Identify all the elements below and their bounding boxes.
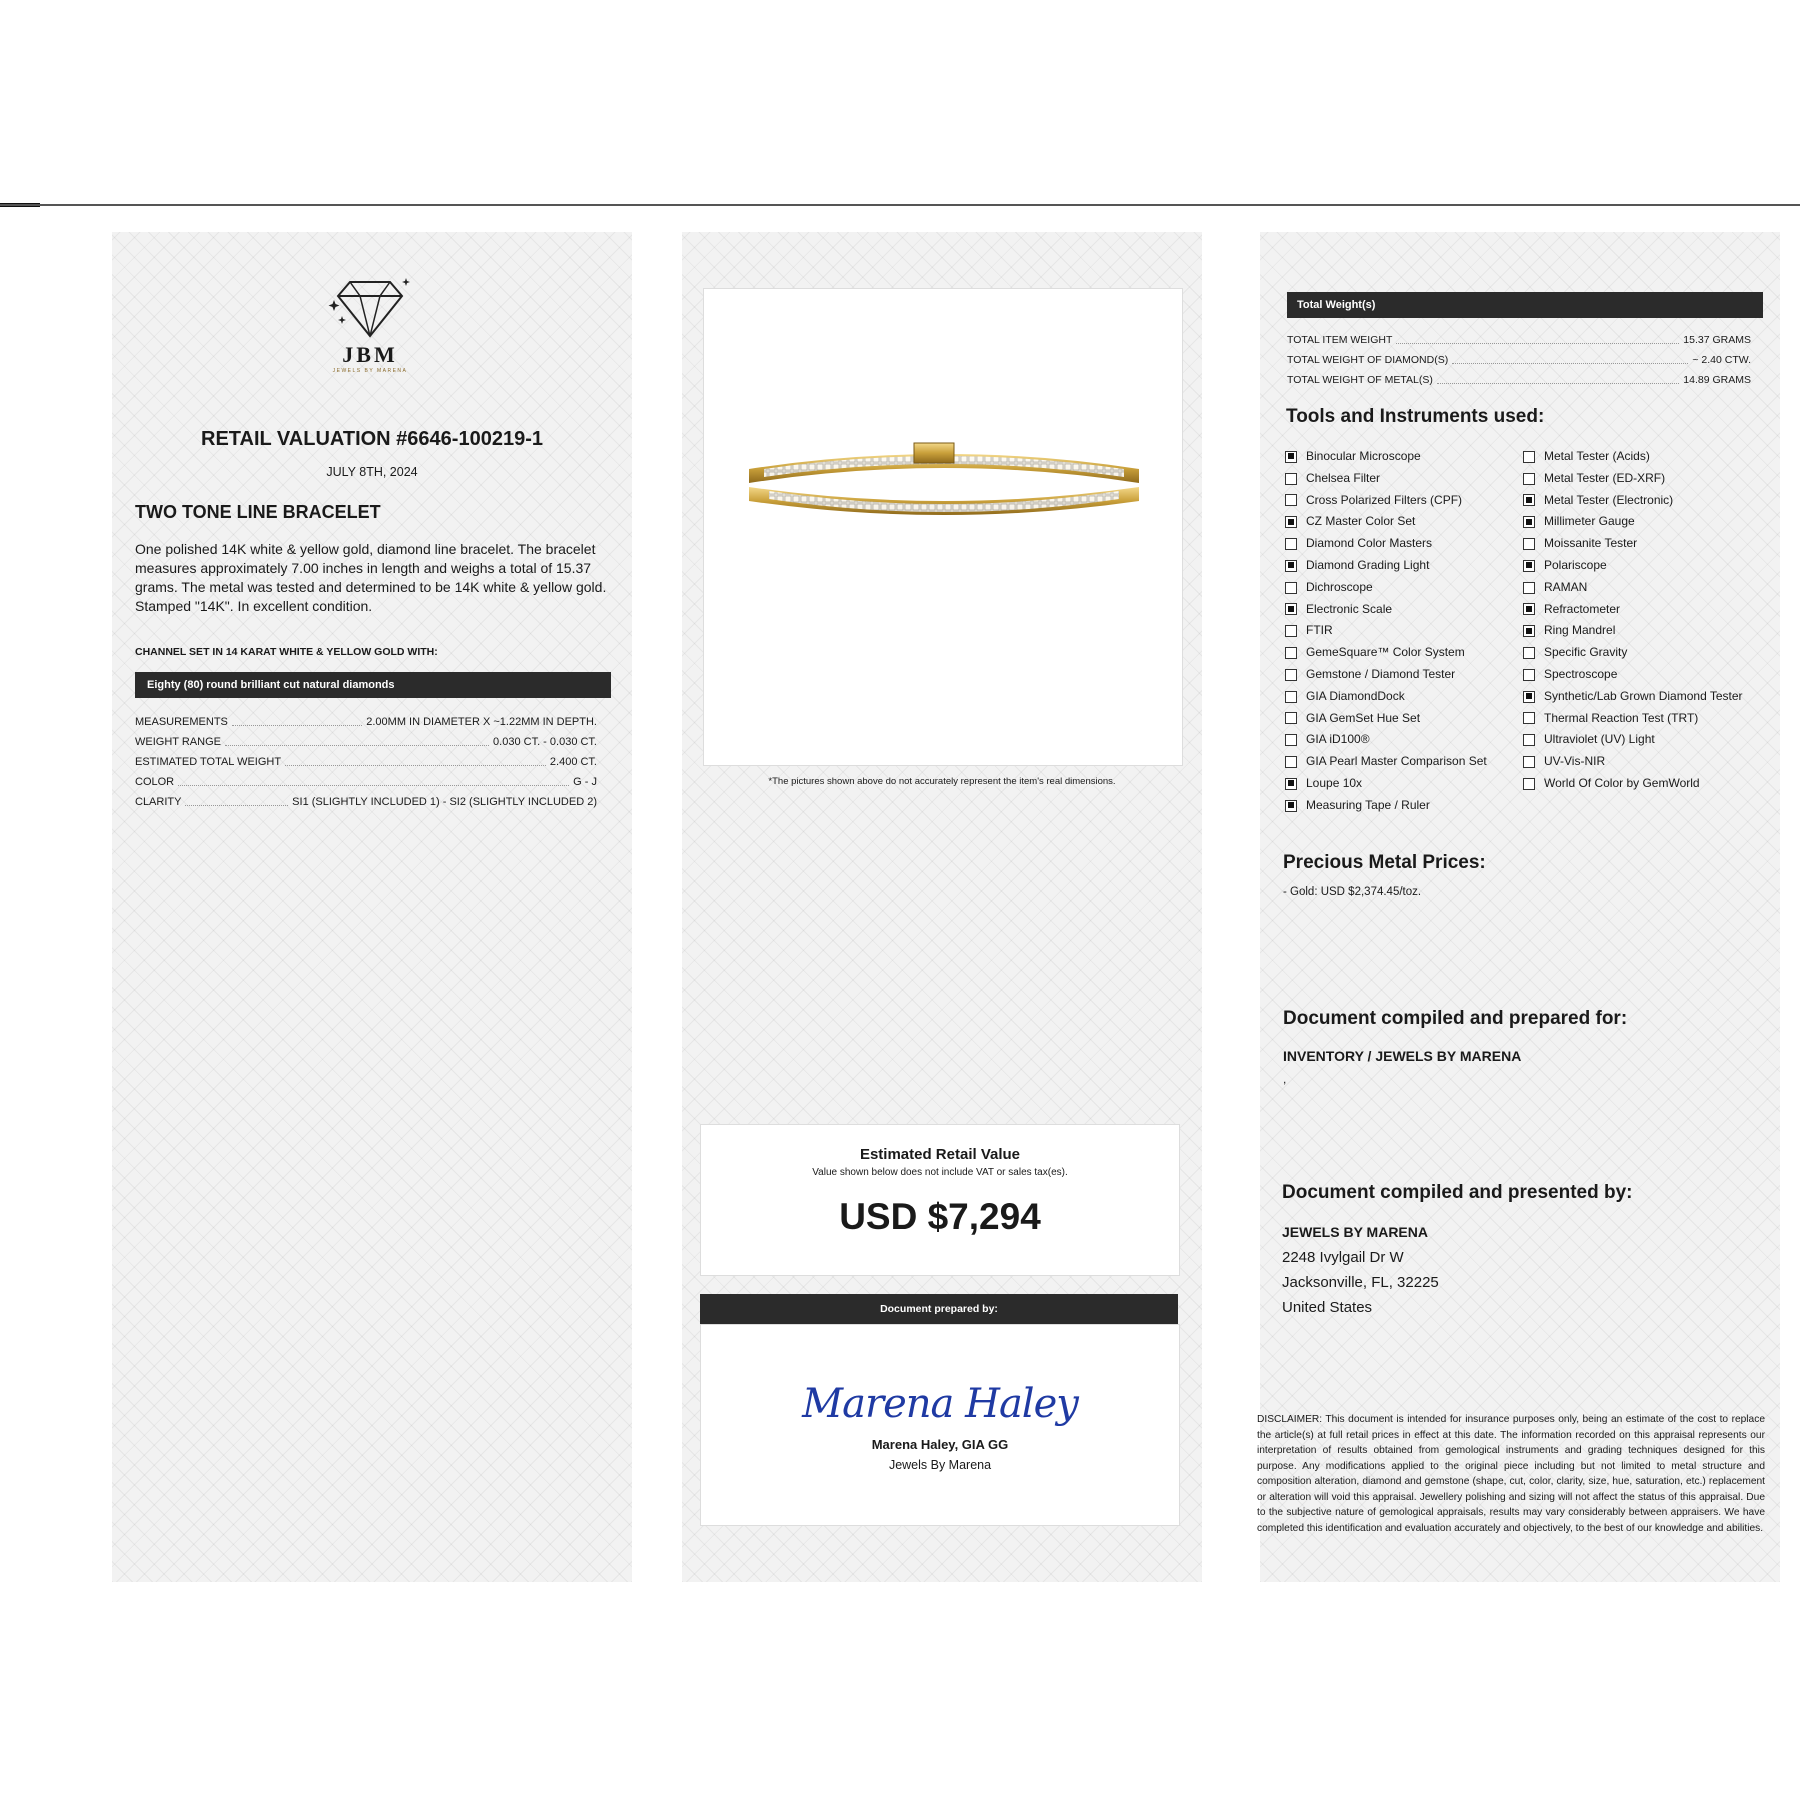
tool-label: Metal Tester (ED-XRF)	[1544, 470, 1666, 485]
tool-item	[1523, 773, 1743, 795]
tool-label: Moissanite Tester	[1544, 536, 1638, 551]
unchecked-checkbox[interactable]	[1285, 691, 1297, 703]
unchecked-checkbox[interactable]	[1523, 451, 1535, 463]
tool-label: Binocular Microscope	[1306, 449, 1421, 463]
tool-item	[1285, 795, 1487, 817]
tool-item	[1523, 468, 1743, 490]
unchecked-checkbox[interactable]	[1523, 538, 1535, 550]
gold-price: - Gold: USD $2,374.45/toz.	[1283, 886, 1422, 898]
spec-row	[135, 712, 597, 732]
tool-item	[1523, 511, 1743, 533]
tool-label: Metal Tester (Electronic)	[1544, 492, 1674, 507]
checked-checkbox[interactable]	[1523, 691, 1535, 703]
weight-label: TOTAL ITEM WEIGHT	[1287, 334, 1393, 346]
disclaimer-text: DISCLAIMER: This document is intended for insurance purposes only, being an estimate of the cost to replace the article(s) at full retail prices in effect at this date. The information recorded on this appraisal represents our interpretation of results obtained from gemological instruments and grading techniques designed for this purpose. Any modifications applied to the original piece including but not limited to metal structure and composition alteration, diamond and gemstone (shape, cut, color, clarity, size, hue, saturation, etc.) replacement or alteration will void this appraisal. Jewellery polishing and sizing will not affect the status of this appraisal. Due to the subjective nature of gemological appraisals, results may vary considerably between appraisers. We have completed this identification and evaluation accurately and objectively, to the best of our knowledge and abilities.	[1257, 1414, 1765, 1534]
spec-value: 2.00MM IN DIAMETER X ~1.22MM IN DEPTH.	[366, 716, 597, 728]
weight-label: TOTAL WEIGHT OF METAL(S)	[1287, 374, 1433, 386]
tool-item	[1523, 555, 1743, 577]
weight-label: TOTAL WEIGHT OF DIAMOND(S)	[1287, 354, 1449, 366]
tool-label: World Of Color by GemWorld	[1544, 775, 1700, 790]
tool-item	[1523, 686, 1743, 708]
tool-item	[1285, 686, 1487, 708]
unchecked-checkbox[interactable]	[1285, 712, 1297, 724]
spec-row	[135, 792, 597, 812]
tool-label: Chelsea Filter	[1306, 470, 1381, 485]
spec-label: COLOR	[135, 776, 175, 788]
tools-title: Tools and Instruments used:	[1286, 406, 1545, 427]
prepared-for-name: INVENTORY / JEWELS BY MARENA	[1283, 1048, 1522, 1064]
tool-label: GIA iD100®	[1306, 732, 1370, 747]
unchecked-checkbox[interactable]	[1285, 473, 1297, 485]
unchecked-checkbox[interactable]	[1285, 582, 1297, 594]
prepared-for-extra: ,	[1283, 1072, 1287, 1086]
unchecked-checkbox[interactable]	[1523, 647, 1535, 659]
unchecked-checkbox[interactable]	[1285, 494, 1297, 506]
tool-label: Specific Gravity	[1544, 645, 1628, 660]
tool-label: Ring Mandrel	[1544, 623, 1616, 638]
tool-label: Measuring Tape / Ruler	[1306, 797, 1430, 812]
stone-specs-table	[135, 712, 597, 812]
spec-row	[135, 752, 597, 772]
signature: Marena Haley	[802, 1381, 1078, 1427]
spec-label: CLARITY	[135, 796, 182, 808]
unchecked-checkbox[interactable]	[1523, 582, 1535, 594]
tool-item	[1523, 599, 1743, 621]
tool-item	[1523, 751, 1743, 773]
tools-column-1	[1285, 446, 1487, 817]
tool-item	[1523, 533, 1743, 555]
tool-item	[1523, 642, 1743, 664]
unchecked-checkbox[interactable]	[1523, 669, 1535, 681]
weight-row	[1287, 370, 1751, 390]
tool-item	[1285, 533, 1487, 555]
unchecked-checkbox[interactable]	[1523, 778, 1535, 790]
tool-item	[1285, 773, 1487, 795]
unchecked-checkbox[interactable]	[1285, 669, 1297, 681]
spec-label: MEASUREMENTS	[135, 716, 228, 728]
item-title: TWO TONE LINE BRACELET	[135, 502, 381, 522]
tool-item	[1285, 642, 1487, 664]
appraiser-org: Jewels By Marena	[888, 1458, 992, 1472]
weight-value: 14.89 GRAMS	[1683, 374, 1751, 386]
tool-label: RAMAN	[1544, 579, 1588, 594]
tool-label: Cross Polarized Filters (CPF)	[1306, 492, 1463, 507]
total-weights-table	[1287, 330, 1751, 390]
unchecked-checkbox[interactable]	[1285, 538, 1297, 550]
checked-checkbox[interactable]	[1285, 778, 1297, 790]
tool-item	[1285, 490, 1487, 512]
spec-row	[135, 772, 597, 792]
checked-checkbox[interactable]	[1523, 494, 1535, 506]
spec-value: G - J	[573, 776, 597, 788]
tools-column-2	[1523, 446, 1743, 795]
weight-row	[1287, 330, 1751, 350]
photo-disclaimer: *The pictures shown above do not accurately represent the item's real dimensions.	[768, 776, 1116, 787]
tool-item	[1285, 599, 1487, 621]
prepared-by-bar: Document prepared by:	[700, 1294, 1178, 1324]
tool-label: GemeSquare™ Color System	[1306, 645, 1465, 660]
metal-prices-title: Precious Metal Prices:	[1283, 852, 1486, 873]
company-logo	[320, 276, 420, 374]
logo-subtext: JEWELS BY MARENA	[332, 368, 408, 374]
valuation-date: JULY 8TH, 2024	[326, 465, 418, 479]
total-weights-bar: Total Weight(s)	[1287, 292, 1763, 318]
tool-item	[1523, 729, 1743, 751]
tool-item	[1523, 664, 1743, 686]
valuation-title: RETAIL VALUATION #6646-100219-1	[201, 428, 543, 450]
checked-checkbox[interactable]	[1523, 625, 1535, 637]
checked-checkbox[interactable]	[1285, 451, 1297, 463]
unchecked-checkbox[interactable]	[1285, 625, 1297, 637]
tool-label: GIA Pearl Master Comparison Set	[1306, 754, 1487, 769]
tool-label: Diamond Grading Light	[1306, 557, 1430, 572]
prepared-by-box	[700, 1324, 1180, 1526]
checked-checkbox[interactable]	[1285, 800, 1297, 812]
tool-label: GIA GemSet Hue Set	[1306, 710, 1421, 725]
tool-label: Spectroscope	[1544, 666, 1618, 681]
unchecked-checkbox[interactable]	[1285, 647, 1297, 659]
unchecked-checkbox[interactable]	[1523, 734, 1535, 746]
right-panel	[1260, 232, 1780, 1582]
tool-item	[1285, 620, 1487, 642]
unchecked-checkbox[interactable]	[1523, 712, 1535, 724]
value-amount: USD $7,294	[839, 1196, 1041, 1237]
tool-item	[1285, 511, 1487, 533]
unchecked-checkbox[interactable]	[1523, 756, 1535, 768]
tool-label: Gemstone / Diamond Tester	[1306, 666, 1456, 681]
presented-by-title: Document compiled and presented by:	[1282, 1182, 1633, 1203]
tool-label: Thermal Reaction Test (TRT)	[1544, 710, 1699, 725]
item-description: One polished 14K white & yellow gold, diamond line bracelet. The bracelet measures approximately 7.00 inches in length and weighs a total of 15.37 grams. The metal was tested and determined to be 14K white & yellow gold. Stamped "14K". In excellent condition.	[135, 541, 607, 614]
checked-checkbox[interactable]	[1523, 560, 1535, 572]
unchecked-checkbox[interactable]	[1285, 734, 1297, 746]
tool-label: UV-Vis-NIR	[1544, 754, 1606, 769]
presenter-name: JEWELS BY MARENA	[1282, 1224, 1428, 1240]
tool-label: Dichroscope	[1306, 579, 1373, 594]
weight-row	[1287, 350, 1751, 370]
logo-text: JBM	[342, 342, 398, 367]
tool-label: FTIR	[1306, 623, 1333, 638]
presented-by-address	[1282, 1220, 1439, 1320]
tool-item	[1285, 446, 1487, 468]
spec-value: 0.030 CT. - 0.030 CT.	[493, 736, 597, 748]
tool-item	[1285, 468, 1487, 490]
prepared-for-title: Document compiled and prepared for:	[1283, 1008, 1628, 1029]
checked-checkbox[interactable]	[1285, 516, 1297, 528]
tool-label: Polariscope	[1544, 557, 1607, 572]
bracelet-photo	[703, 288, 1183, 766]
tool-label: Loupe 10x	[1306, 775, 1363, 790]
checked-checkbox[interactable]	[1523, 603, 1535, 615]
tool-item	[1523, 708, 1743, 730]
spec-row	[135, 732, 597, 752]
channel-setting-label: CHANNEL SET IN 14 KARAT WHITE & YELLOW GOLD WITH:	[135, 646, 438, 658]
weight-value: ~ 2.40 CTW.	[1692, 354, 1751, 366]
bracelet-image	[744, 439, 1144, 519]
tool-item	[1523, 620, 1743, 642]
tool-label: Metal Tester (Acids)	[1544, 449, 1650, 463]
tool-item	[1285, 729, 1487, 751]
value-title: Estimated Retail Value	[859, 1146, 1021, 1163]
estimated-value-box	[700, 1124, 1180, 1276]
tool-label: Diamond Color Masters	[1306, 536, 1433, 551]
tool-label: GIA DiamondDock	[1306, 688, 1405, 703]
diamond-logo-icon	[328, 276, 412, 342]
tool-item	[1285, 751, 1487, 773]
appraiser-name: Marena Haley, GIA GG	[871, 1437, 1009, 1452]
stone-description-bar: Eighty (80) round brilliant cut natural diamonds	[135, 672, 611, 698]
tool-item	[1523, 577, 1743, 599]
value-subtitle: Value shown below does not include VAT or sales tax(es).	[812, 1167, 1068, 1178]
address-line-2: Jacksonville, FL, 32225	[1282, 1274, 1439, 1291]
tool-item	[1285, 664, 1487, 686]
spec-value: SI1 (SLIGHTLY INCLUDED 1) - SI2 (SLIGHTLY INCLUDED 2)	[292, 796, 597, 808]
tool-label: Ultraviolet (UV) Light	[1544, 732, 1655, 747]
tool-label: Synthetic/Lab Grown Diamond Tester	[1544, 688, 1743, 703]
unchecked-checkbox[interactable]	[1285, 756, 1297, 768]
spec-label: WEIGHT RANGE	[135, 736, 221, 748]
tool-item	[1285, 555, 1487, 577]
tool-label: Electronic Scale	[1306, 601, 1393, 616]
checked-checkbox[interactable]	[1285, 560, 1297, 572]
spec-value: 2.400 CT.	[549, 756, 597, 768]
tool-item	[1523, 490, 1743, 512]
address-line-1: 2248 Ivylgail Dr W	[1282, 1249, 1404, 1266]
checked-checkbox[interactable]	[1285, 603, 1297, 615]
tool-item	[1523, 446, 1743, 468]
spec-label: ESTIMATED TOTAL WEIGHT	[135, 756, 282, 768]
weight-value: 15.37 GRAMS	[1683, 334, 1751, 346]
tool-item	[1285, 708, 1487, 730]
tool-item	[1285, 577, 1487, 599]
tool-label: Millimeter Gauge	[1544, 514, 1635, 529]
checked-checkbox[interactable]	[1523, 516, 1535, 528]
scan-divider-line	[0, 204, 1800, 206]
tool-label: Refractometer	[1544, 601, 1621, 616]
tool-label: CZ Master Color Set	[1306, 514, 1416, 529]
address-country: United States	[1282, 1299, 1373, 1316]
unchecked-checkbox[interactable]	[1523, 473, 1535, 485]
